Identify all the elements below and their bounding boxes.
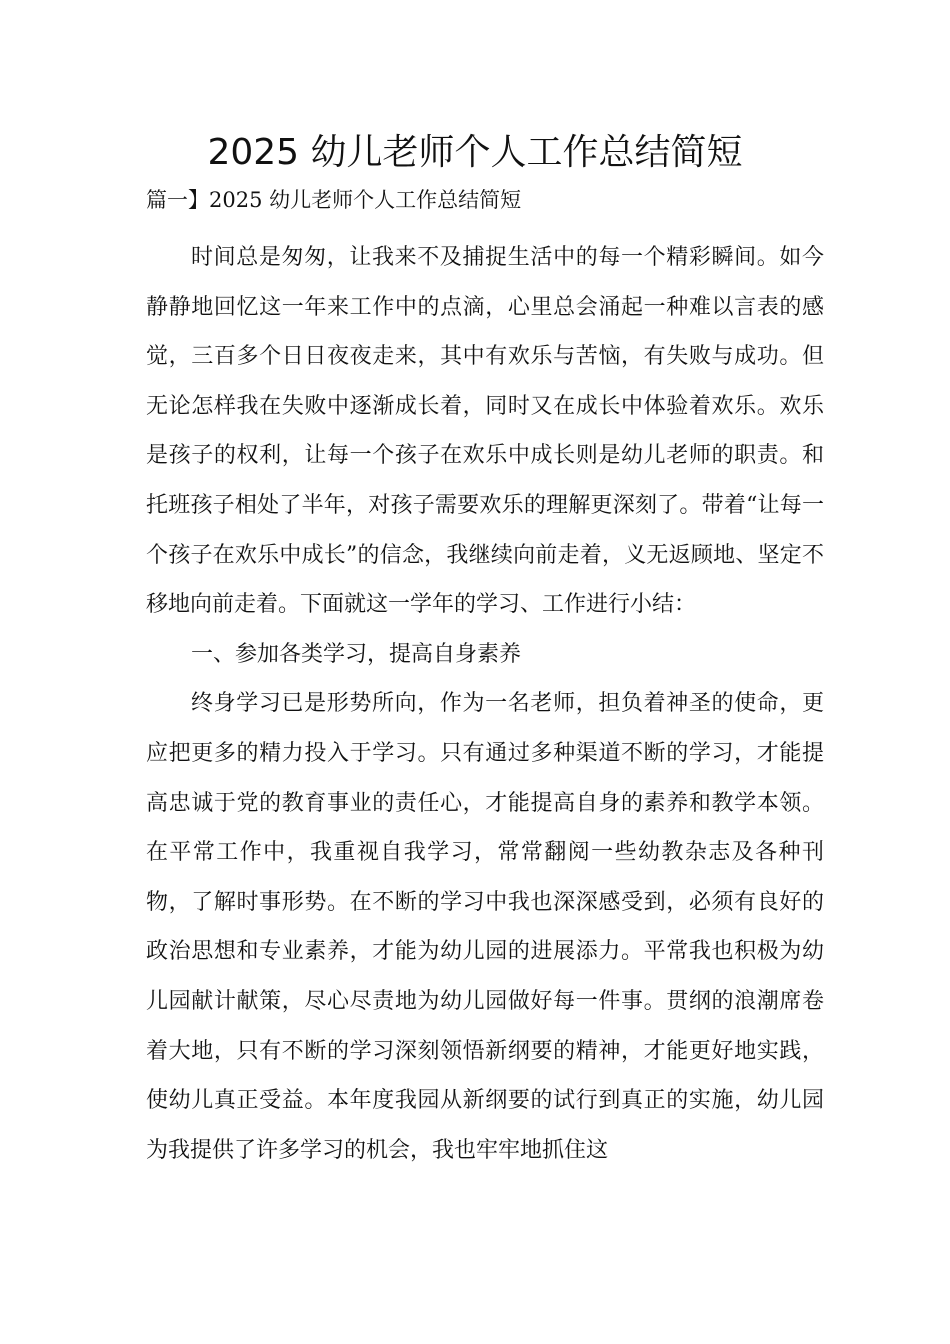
section-subtitle: 篇一】2025 幼儿老师个人工作总结简短 xyxy=(146,188,522,212)
paragraph-learning: 终身学习已是形势所向，作为一名老师，担负着神圣的使命，更应把更多的精力投入于学习。只有通过多种渠道不断的学习，才能提高忠诚于党的教育事业的责任心，才能提高自身的素养和教学本领。在平常工作中，我重视自我学习，常常翻阅一些幼教杂志及各种刊物，了解时事形势。在不断的学习中我也深深感受到，必须有良好的政治思想和专业素养，才能为幼儿园的进展添力。平常我也积极为幼儿园献计献策，尽心尽责地为幼儿园做好每一件事。贯纲的浪潮席卷着大地，只有不断的学习深刻领悟新纲要的精神，才能更好地实践，使幼儿真正受益。本年度我园从新纲要的试行到真正的实施，幼儿园为我提供了许多学习的机会，我也牢牢地抓住这 xyxy=(146,691,824,1163)
section-heading-1: 一、参加各类学习，提高自身素养 xyxy=(191,641,522,667)
paragraph-intro: 时间总是匆匆，让我来不及捕捉生活中的每一个精彩瞬间。如今静静地回忆这一年来工作中的点滴，心里总会涌起一种难以言表的感觉，三百多个日日夜夜走来，其中有欢乐与苦恼，有失败与成功。但无论怎样我在失败中逐渐成长着，同时又在成长中体验着欢乐。欢乐是孩子的权利，让每一个孩子在欢乐中成长则是幼儿老师的职责。和托班孩子相处了半年，对孩子需要欢乐的理解更深刻了。带着“让每一个孩子在欢乐中成长”的信念，我继续向前走着，义无返顾地、坚定不移地向前走着。下面就这一学年的学习、工作进行小结： xyxy=(146,245,824,618)
document-body xyxy=(146,233,824,1175)
document-title: 2025 幼儿老师个人工作总结简短 xyxy=(207,132,743,173)
